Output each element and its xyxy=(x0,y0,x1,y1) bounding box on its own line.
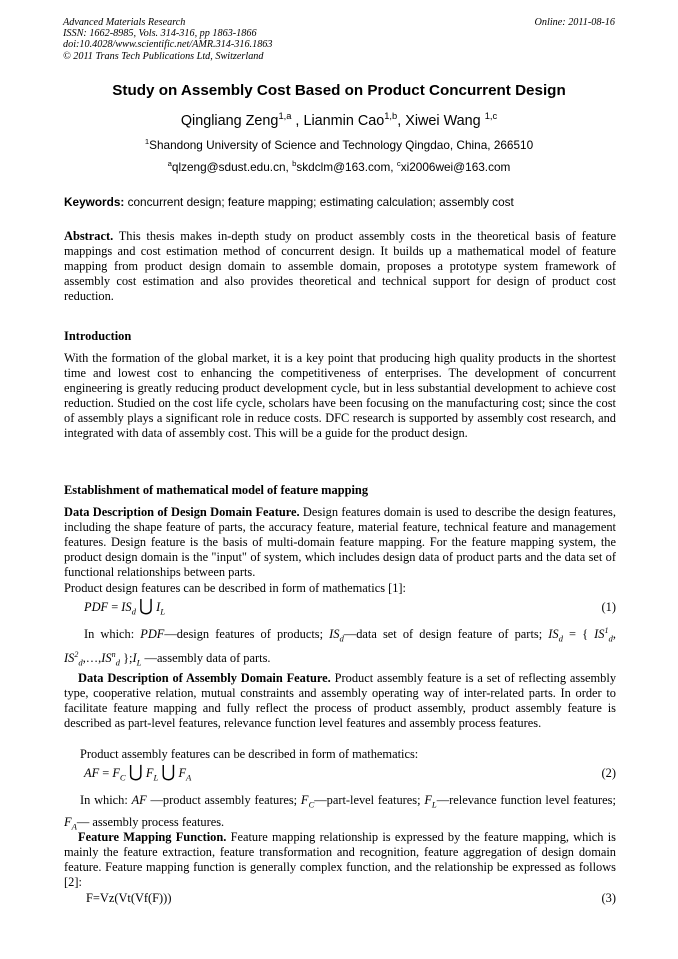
equation-3-expression: F=Vz(Vt(Vf(F))) xyxy=(86,891,172,905)
abstract xyxy=(64,229,616,304)
eq-symbol: IS xyxy=(101,651,112,665)
equation-2 xyxy=(64,762,616,783)
mapping-function-paragraph xyxy=(64,830,616,890)
email-link[interactable]: xi2006wei@163.com xyxy=(400,160,511,174)
author-name: Qingliang Zeng xyxy=(180,113,279,129)
where-text: —data set of design feature of parts; xyxy=(343,627,543,641)
eq-symbol: IS xyxy=(329,627,340,641)
equation-number: (1) xyxy=(601,600,616,614)
keywords-text: concurrent design; feature mapping; estimating calculation; assembly cost xyxy=(127,195,514,209)
assembly-domain-paragraph xyxy=(64,671,616,731)
design-domain-paragraph xyxy=(64,505,616,580)
email-superscript: c xyxy=(396,159,401,169)
eq-subscript: d xyxy=(131,606,136,617)
journal-name: Advanced Materials Research xyxy=(63,17,186,28)
design-domain-label: Data Description of Design Domain Feature. xyxy=(64,505,300,519)
eq-symbol: AF xyxy=(131,793,147,807)
where-text: —product assembly features; xyxy=(150,793,298,807)
equation-1 xyxy=(64,596,616,617)
online-date: Online: 2011-08-16 xyxy=(534,17,615,28)
author-superscript: 1,b xyxy=(384,111,398,122)
eq-subscript: L xyxy=(160,606,166,617)
eq-subscript: A xyxy=(186,772,192,783)
eq-symbol: IS xyxy=(64,651,75,665)
eq-symbol: F xyxy=(424,793,432,807)
journal-issn: ISSN: 1662-8985, Vols. 314-316, pp 1863-1866 xyxy=(63,28,257,40)
eq-subscript: L xyxy=(431,799,437,810)
email-superscript: a xyxy=(167,159,172,169)
eq-symbol: IS xyxy=(548,627,559,641)
assembly-domain-text: Product assembly feature is a set of reflecting assembly type, cooperative relation, mutual constraints and assembly operating way of inter-related parts. In order to facilitate feature mapping and fully reflect the process of product assembly, product assembly feature is described as part-level features, relevance function level features and assembly process features. xyxy=(64,671,617,731)
author-superscript: 1,c xyxy=(484,111,498,122)
paper-title: Study on Assembly Cost Based on Product Concurrent Design xyxy=(112,82,566,99)
union-symbol: ⋃ xyxy=(161,762,176,781)
eq-symbol: AF xyxy=(84,766,100,780)
design-domain-text: Design features domain is used to describe the design features, including the shape feature of parts, the accuracy feature, material feature, technical feature and management features. Design feature is the basis of multi-domain feature mapping. For the feature mapping system, the product design domain is the "input" of system, which includes design data of product parts and the data set of functional relationships between parts. xyxy=(64,505,616,580)
eq-subscript: d xyxy=(608,633,613,644)
where-text: —part-level features; xyxy=(314,793,421,807)
eq-superscript: n xyxy=(111,649,116,659)
eq-symbol: IS xyxy=(594,627,605,641)
where-text: —assembly data of parts. xyxy=(144,651,271,665)
eq-subscript: C xyxy=(308,799,315,810)
author-superscript: 1,a xyxy=(278,111,292,122)
journal-copyright: © 2011 Trans Tech Publications Ltd, Switzerland xyxy=(63,50,264,62)
equation-2-where xyxy=(64,789,616,833)
where-text: , xyxy=(612,627,616,641)
eq-symbol: IS xyxy=(121,600,132,614)
eq-subscript: A xyxy=(71,821,77,832)
assembly-domain-label: Data Description of Assembly Domain Feature. xyxy=(78,671,331,685)
eq-symbol: F xyxy=(64,815,72,829)
author-name: Xiwei Wang xyxy=(405,113,481,129)
section-heading: Establishment of mathematical model of feature mapping xyxy=(64,483,369,497)
assembly-domain-line2: Product assembly features can be described in form of mathematics: xyxy=(80,747,419,761)
eq-symbol: F xyxy=(112,766,120,780)
eq-symbol: F xyxy=(300,793,309,807)
eq-symbol: I xyxy=(156,600,161,614)
equation-number: (3) xyxy=(601,891,616,905)
union-symbol: ⋃ xyxy=(128,762,143,781)
author-name: Lianmin Cao xyxy=(303,113,385,129)
eq-superscript: 2 xyxy=(74,649,79,659)
eq-symbol: PDF xyxy=(84,600,109,614)
where-text: — assembly process features. xyxy=(76,815,225,829)
affiliation xyxy=(0,138,678,152)
where-text: }; xyxy=(123,651,133,665)
eq-symbol: I xyxy=(132,651,137,665)
eq-subscript: d xyxy=(115,657,120,668)
email-superscript: b xyxy=(292,159,297,169)
eq-operator: = xyxy=(108,600,122,614)
eq-symbol: F xyxy=(178,766,187,780)
where-text: —design features of products; xyxy=(164,627,324,641)
eq-subscript: d xyxy=(558,633,563,644)
union-symbol: ⋃ xyxy=(139,596,153,615)
mapping-function-label: Feature Mapping Function. xyxy=(78,830,227,844)
author-emails: $^a$qlzeng@sdust.edu.cn, $^b$skdclm@163.com, $^c$xi2006wei@163.com xyxy=(167,159,511,174)
affiliation-text: Shandong University of Science and Technology Qingdao, China, 266510 xyxy=(149,138,534,152)
journal-doi: doi:10.4028/www.scientific.net/AMR.314-316.1863 xyxy=(63,39,273,51)
keywords-label: Keywords: xyxy=(64,195,125,209)
eq-symbol: PDF xyxy=(140,627,165,641)
email-link[interactable]: skdclm@163.com xyxy=(296,160,391,174)
eq-operator: = xyxy=(99,766,113,780)
where-text: = { xyxy=(562,627,589,641)
journal-header xyxy=(63,17,615,62)
where-text: ,…, xyxy=(82,651,102,665)
mapping-function-text: Feature mapping relationship is expressed by the feature mapping, which is mainly the feature extraction, feature transformation and recognition, feature aggregation of design domain feature. Feature mapping function is generally complex function, and the relationship be expressed as follows [2]: xyxy=(64,830,617,890)
abstract-label: Abstract. xyxy=(64,229,114,243)
affiliation-superscript: 1 xyxy=(144,137,150,147)
eq-subscript: L xyxy=(136,657,142,668)
eq-symbol: F xyxy=(145,766,154,780)
where-text: features; xyxy=(573,793,616,807)
equation-number: (2) xyxy=(601,766,616,780)
introduction-body: With the formation of the global market, it is a key point that producing high quality products in the shortest time and lowest cost to enhancing the competitiveness of enterprises. The development of concurrent engineering is greatly reducing product development cycle, but in less substantial development to achieve cost reduction. Studied on the cost life cycle, scholars have been focusing on the manufacturing cost; since the cost of assembly plays a significant role in reduce costs. DFC research is supported by assembly cost research, and integrated with data of assembly cost. This will be a guide for the product design. xyxy=(64,351,616,441)
abstract-text: This thesis makes in-depth study on product assembly costs in the theoretical basis of feature mappings and cost estimation method of concurrent design. It builds up a mathematical model of feature mapping from product design domain to assemble domain, proposes a prototype system framework of assembly cost estimation and also provides theoretical and technical support for design of product cost reduction. xyxy=(64,229,617,304)
introduction-heading: Introduction xyxy=(64,329,132,343)
email-link[interactable]: qlzeng@sdust.edu.cn xyxy=(171,160,286,174)
eq-subscript: d xyxy=(78,657,83,668)
author-list: Qingliang Zeng$^{1,a}$ , Lianmin Cao$^{1,b}$, Xiwei Wang $^{1,c}$ xyxy=(180,111,498,129)
eq-subscript: C xyxy=(119,772,126,783)
where-lead: In which: xyxy=(84,627,135,641)
design-domain-line2: Product design features can be described in form of mathematics [1]: xyxy=(64,581,407,595)
keywords xyxy=(64,195,616,209)
where-lead: In which: xyxy=(80,793,128,807)
equation-1-where xyxy=(64,622,616,670)
eq-superscript: 1 xyxy=(604,625,609,635)
eq-subscript: L xyxy=(153,772,159,783)
eq-subscript: d xyxy=(339,633,344,644)
where-text: —relevance function level xyxy=(436,793,570,807)
equation-3 xyxy=(64,891,616,907)
